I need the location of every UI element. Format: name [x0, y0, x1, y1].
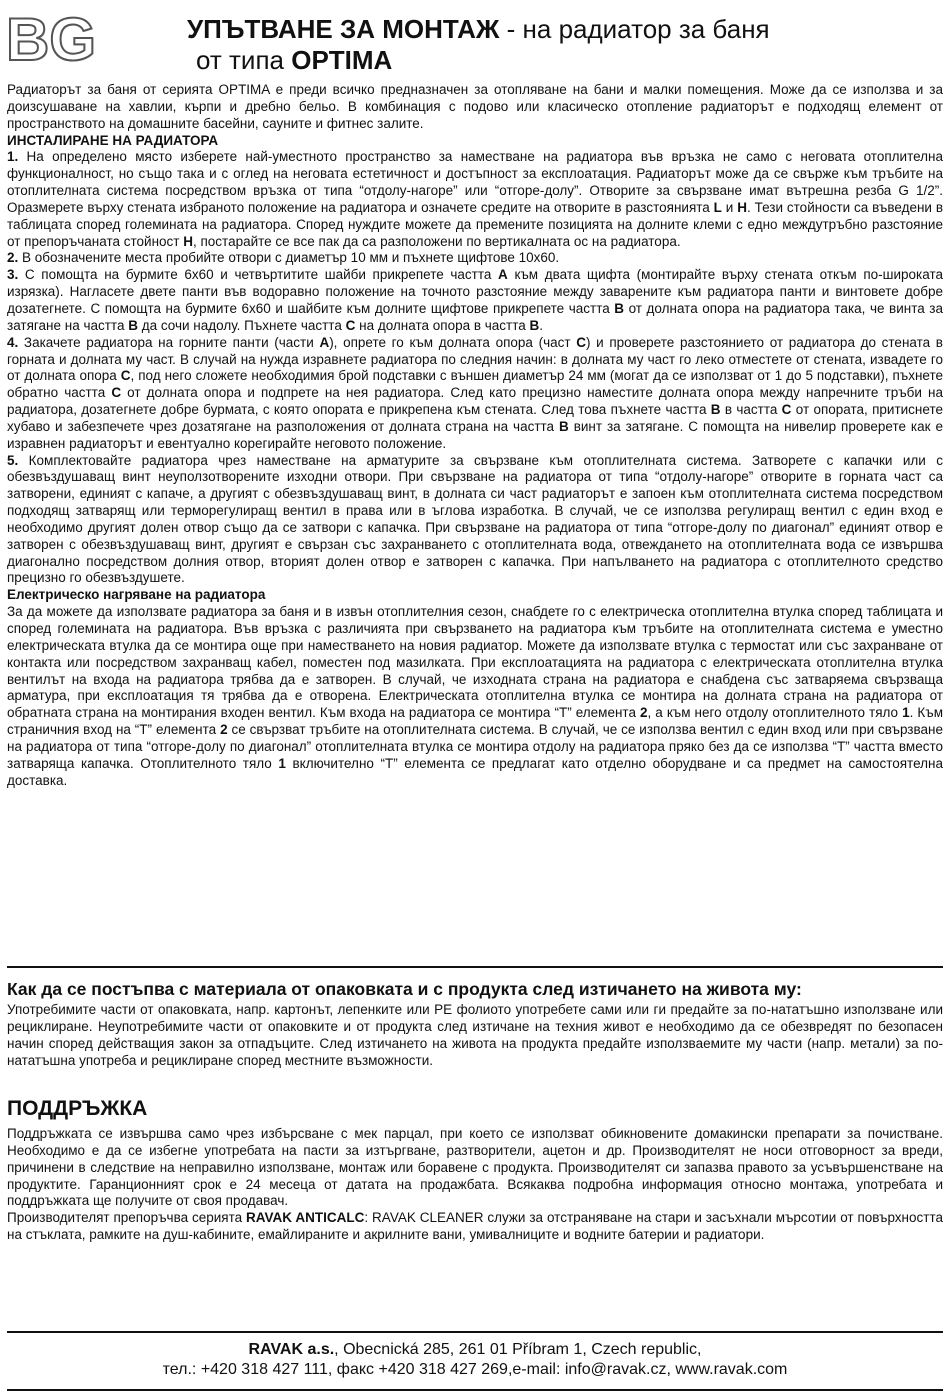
electric-text: За да можете да използвате радиатора за баня и в извън отоплителния сезон, снабдете го с електрическа отоплителна втулка според таблицата и според големината на радиатора. Във връзка с различията при свързването на радиатора към тръбите на отоплителната система е уместно електрическата втулка да се монтира още при наместването на новия радиатор. Можете да използвате втулка с термостат или със захранване от контакта или посредством захранващ кабел, поместен под мазилката. При експлоатацията на радиатора с електрическата отоплителна втулка вентилът на входа на радиатора трябва да е затворен. В случай, че изходната страна на радиатора е снабдена със затваряема свързваща арматура, при експлоатация тя трябва да е отворена. Електрическата отоплителна втулка се монтира на долната страна на радиатора от обратната страна на монтирания входен вентил. Към входа на радиатора се монтира “Т” елемента	[7, 604, 943, 721]
title-bold-1: УПЪТВАНЕ ЗА МОНТАЖ	[187, 14, 500, 44]
step-number: 1.	[7, 149, 19, 165]
section-divider	[7, 966, 943, 968]
step-text: На определено място изберете най-уместното пространство за наместване на радиатора във връзка не само с неговата отоплителна функционалност, но също така и с оглед на неговата естетичност и достъпност за експлоатация. Радиаторът може да се свърже към тръбите на отоплителната система посредством връзка от типа “отдолу-нагоре” или “отгоре-долу”. Отворите за свързване имат вътрешна резба G 1/2”. Оразмерете върху стената избраното положение на радиатора и означете средите на отворите в разстоянията	[7, 149, 943, 215]
title-line-1	[187, 14, 927, 45]
step-text: от опората, притиснете хубаво и забезпечете чрез дозатягане на разположения от долната страна на частта	[7, 402, 943, 434]
electric-heading: Електрическо нагряване на радиатора	[7, 587, 266, 603]
step-text: от долната опора на радиатора така, че винта за затягане на частта	[7, 300, 943, 333]
step-text: на долната опора в частта	[355, 317, 530, 333]
electric-text: се свързват тръбите на отоплителната система. В случай, че се използва вентил с един вход или при свързване на радиатора от типа “отгоре-долу по диагонал” отоплителната втулка се монтира отдолу на радиатора пряко без да се използва “Т” частта вместо затваряща капачка. Отоплителното тяло	[7, 722, 943, 771]
part-B: B	[559, 418, 569, 434]
intro-paragraph: Радиаторът за баня от серията OPTIMA е преди всичко предназначен за отопляване на бани и малки помещения. Може да се използва и за доизсушаване на хавлии, кърпи и дребно бельо. В комбинация с подово или класическо отопление радиаторът е подходящ елемент от пространството на домашните басейни, сауните и фитнес залите.	[7, 82, 943, 131]
step-text: Закачете радиатора на горните панти (части	[18, 334, 320, 350]
letter-L: L	[713, 199, 722, 215]
recommendation-paragraph	[7, 1210, 943, 1244]
step-text: в частта	[720, 402, 782, 418]
step-text: , под него сложете необходимия брой подставки с външен диаметър 24 мм (могат да се използват от 1 до 5 подставки), пъхнете обратно частта	[7, 368, 943, 401]
recommendation-text: : RAVAK CLEANER служи за отстраняване на стари и засъхнали мърсотии от повърхността на стъклата, рамките на душ-кабините, емайлираните и акрилните вани, умивалниците и водните батерии и радиатори.	[7, 1210, 943, 1243]
step-text: винт за затягане. С помощта на нивелир проверете как е изравнен радиаторът и евентуално корегирайте неговото положение.	[7, 418, 943, 451]
element-2: 2	[640, 705, 648, 721]
step-number: 3.	[7, 267, 19, 283]
document-title	[187, 14, 927, 76]
electric-text: включително “Т” елемента се предлагат като отделно оборудване и са предмет на самостоятелна доставка.	[7, 755, 943, 788]
part-B: B	[128, 317, 138, 333]
electric-text: . Към страничния вход на “Т” елемента	[7, 705, 943, 738]
company-address: , Obecnická 285, 261 01 Příbram 1, Czech republic,	[334, 1341, 702, 1358]
step-number: 4.	[7, 334, 19, 350]
part-C: C	[781, 402, 792, 418]
part-B: B	[614, 300, 625, 316]
part-C: C	[576, 334, 586, 350]
brand-name: RAVAK ANTICALC	[246, 1210, 365, 1226]
footer-address-line	[0, 1340, 950, 1360]
language-code: BG	[6, 6, 96, 73]
footer-divider-top	[7, 1331, 943, 1333]
electric-paragraph	[7, 604, 943, 789]
step-text: към двата щифта (монтирайте върху стената откъм по-широката изрязка). Нагласете двете панти във водоравно положение на точното разстояние между заварените към радиатора панти и винтовете добре дозатегнете. С помощта на бурмите 6х60 и шайбите към долните щифтове прикрепете частта	[7, 267, 943, 316]
part-B: B	[529, 317, 540, 333]
title-bold-2: OPTIMA	[291, 45, 393, 75]
company-name: RAVAK a.s.	[248, 1341, 335, 1358]
electric-text: , а към него отдолу отоплителното тяло	[647, 705, 903, 721]
maintenance-heading: ПОДДРЪЖКА	[7, 1097, 148, 1120]
footer	[0, 1340, 950, 1380]
step-number: 2.	[7, 250, 19, 266]
title-line-2	[187, 45, 927, 76]
install-step-2	[7, 250, 943, 267]
step-text: Комплектовайте радиатора чрез наместване на арматурите за свързване към отоплителната система. Затворете с капачки или с обезвъздушаващ винт неуползотворените изходни отвори. При свързване на радиатора от типа “отдолу-нагоре” отворите в горната част са затворени, единият с капаче, а другият с обезвъздушаващ винт, в долната си част радиаторът е запоен към отоплителната система посредством подходящ затварящ или терморегулиращ вентил в права или в ъглова изработка. В случай, че се използва регулиращ вентил с един вход е необходимо другият долен отвор също да се затвори с капачка. При свързване на радиатора от типа “отгоре-долу по диагонал” единият отвор е затворен с обезвъздушаващ винт, другият е свързан със захранването с отоплителната вода, отвеждането на отоплителната вода се извършва диагонално посредством долния отвор, вторият долен отвор е затворен с капачка. При напълването на радиатора с отоплителното средство прецизно го обезвъздушете.	[7, 452, 943, 586]
step-text: В обозначените места пробийте отвори с диаметър 10 мм и пъхнете щифтове 10х60.	[18, 250, 560, 266]
footer-divider-bottom	[7, 1389, 943, 1391]
install-step-4	[7, 335, 943, 453]
maintenance-section	[7, 1096, 943, 1244]
letter-H: H	[737, 199, 747, 215]
part-C: C	[345, 317, 356, 333]
part-C: C	[120, 368, 131, 384]
element-1: 1	[278, 755, 286, 771]
step-text: от долната опора и подпрете на нея радиатора. След като прецизно наместите долната опора между напречните тръби на радиатора, дозатегнете добре бурмата, с която опората е прикрепена към стената. След това пъхнете частта	[7, 385, 943, 418]
step-text: С помощта на бурмите 6х60 и четвъртитите шайби прикрепете частта	[18, 267, 499, 283]
part-B: B	[710, 402, 721, 418]
packaging-section	[7, 978, 943, 1069]
step-text: и	[721, 199, 738, 215]
step-text: ), опрете го към долната опора (част	[329, 334, 577, 350]
packaging-paragraph: Употребимите части от опаковката, напр. картонът, лепенките или PE фолиото употребете сами или ги предайте за по-нататъшно използване или рециклиране. Неупотребимите части от опаковките и от продукта след изтичане на техния живот е необходимо да се обезвредят по безопасен начин според действащия закон за отпадъците. След изтичането на живота на продукта предайте използваемите му части (напр. метали) за по-нататъшна употреба и рециклиране според местните възможности.	[7, 1002, 943, 1068]
install-step-3	[7, 267, 943, 334]
step-text: .	[539, 317, 544, 333]
header	[0, 0, 950, 80]
letter-H: H	[183, 233, 193, 249]
install-step-1	[7, 149, 943, 250]
title-rest-1: - на радиатор за баня	[499, 14, 770, 44]
maintenance-paragraph: Поддръжката се извършва само чрез избърсване с мек парцал, при което се използват обикновените домакински препарати за почистване. Необходимо е да се избегне употребата на пасти за изтъргване, разтворители, ацетон и др. Производителят не носи отговорност за вреди, причинени в следствие на неправилно използване, монтаж или боравене с продукта. Производителят си запазва правото за усъвършенстване на продуктите. Гаранционният срок е 24 месеца от датата на продажбата. Всякаква подробна информация относно монтажа, употребата и поддръжката ще получите от своя продавач.	[7, 1126, 943, 1209]
install-step-5	[7, 453, 943, 588]
footer-contacts: тел.: +420 318 427 111, факс +420 318 427 269,e-mail: info@ravak.cz, www.ravak.com	[162, 1361, 788, 1378]
recommendation-text: Производителят препоръчва серията	[7, 1210, 247, 1226]
part-A: A	[498, 267, 508, 283]
element-1: 1	[902, 705, 910, 721]
step-text: да сочи надолу. Пъхнете частта	[137, 317, 346, 333]
main-content	[7, 82, 943, 789]
step-text: . Тези стойности са въведени в таблицата според големината на радиатора. Според нуждите можете да премените позицията на долните клеми с едно междутръбно разстояние от препоръчаната стойност	[7, 199, 943, 249]
step-text: , постарайте се все пак да са разположени по вертикалната ос на радиатора.	[192, 233, 681, 249]
step-text: ) и проверете разстоянието от радиатора до стената в горната и долната му част. В случай на нужда изравнете радиатора по следния начин: в долната му част го леко отместете от стената, извадете го от долната опора	[7, 334, 943, 384]
part-A: A	[319, 334, 330, 350]
part-C: C	[111, 385, 122, 401]
packaging-heading: Как да се постъпва с материала от опаковката и с продукта след изтичането на живота му:	[7, 979, 802, 999]
title-prefix-2: от типа	[196, 45, 292, 75]
element-2: 2	[220, 722, 228, 738]
step-number: 5.	[7, 452, 19, 468]
install-heading: ИНСТАЛИРАНЕ НА РАДИАТОРА	[7, 132, 219, 148]
